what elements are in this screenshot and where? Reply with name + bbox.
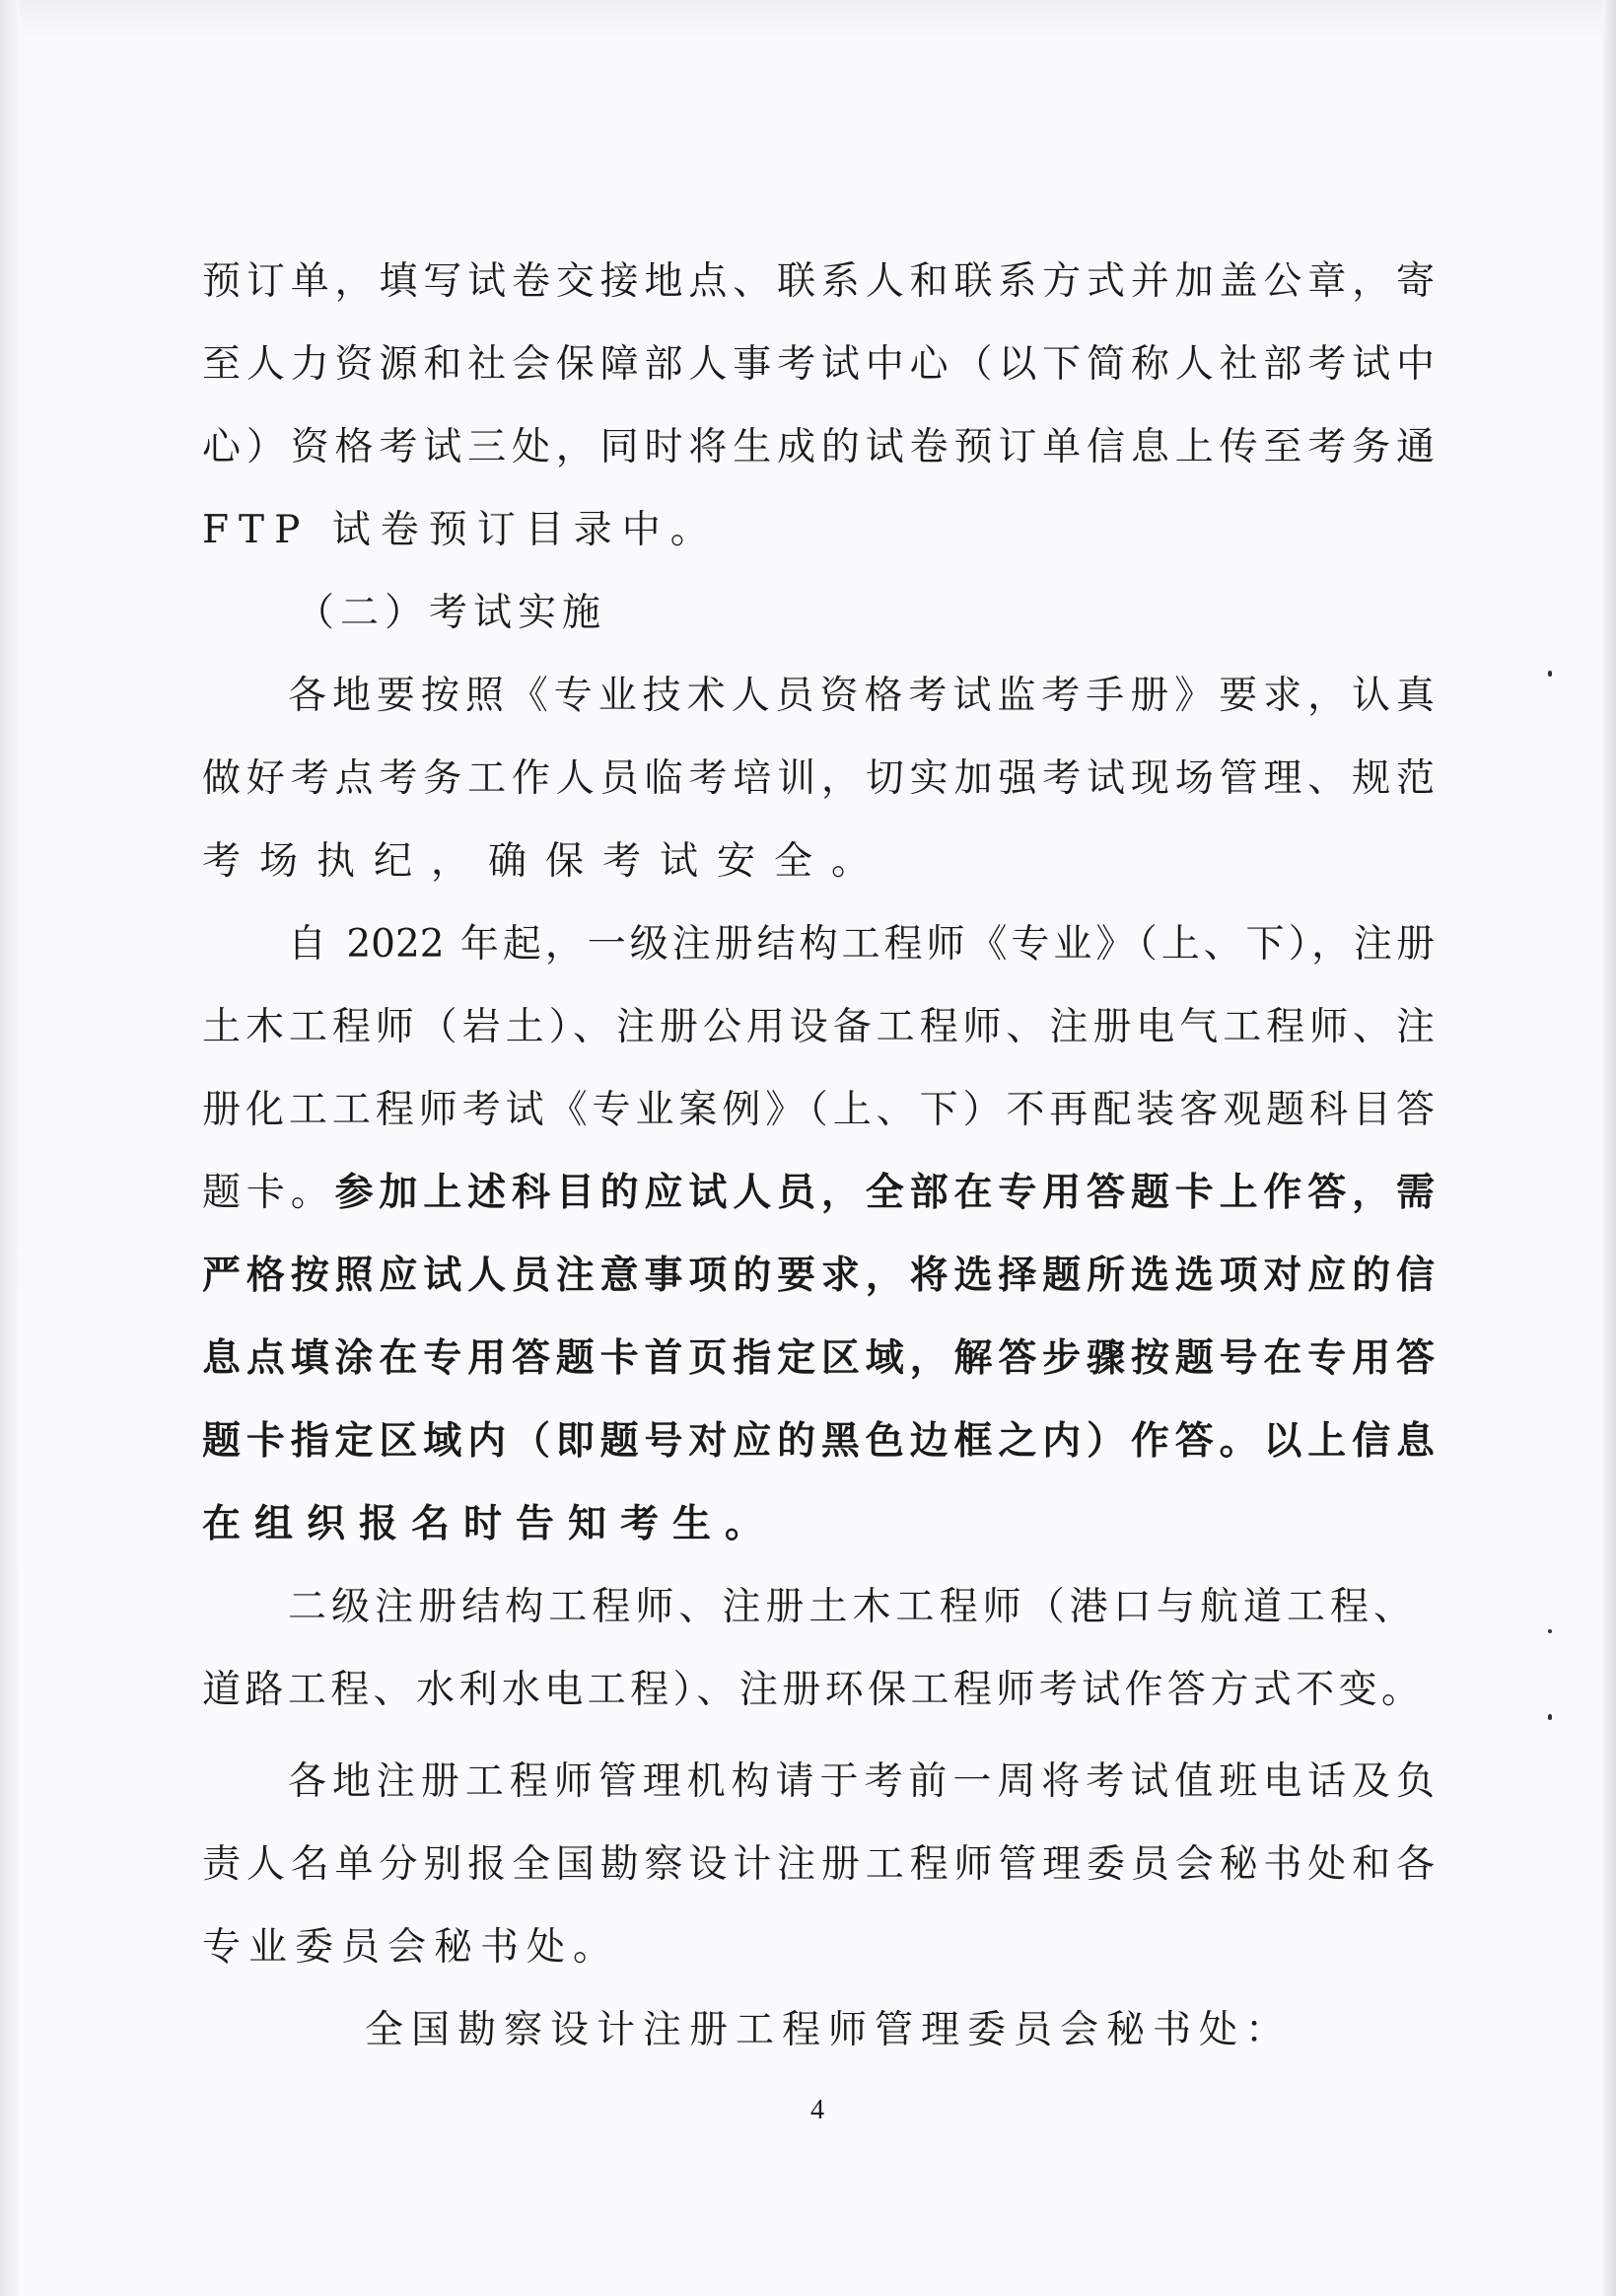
text-line: FTP 试卷预订目录中。 [202, 508, 719, 552]
text-line-mixed [202, 1170, 1435, 1217]
bold-text-line: 题卡指定区域内（即题号对应的黑色边框之内）作答。以上信息 [202, 1419, 1435, 1464]
text-line: 做好考点考务工作人员临考培训，切实加强考试现场管理、规范 [202, 756, 1435, 801]
text-line: 册化工工程师考试《专业案例》（上、下）不再配装客观题科目答 [202, 1088, 1435, 1132]
text-line: 专业委员会秘书处。 [202, 1925, 620, 1970]
bold-text-line: 息点填涂在专用答题卡首页指定区域，解答步骤按题号在专用答 [202, 1336, 1435, 1381]
section-heading: （二）考试实施 [296, 591, 607, 635]
text-line: 道路工程、水利水电工程）、注册环保工程师考试作答方式不变。 [202, 1668, 1420, 1712]
scan-speck [1548, 1629, 1552, 1633]
text-line: 各地注册工程师管理机构请于考前一周将考试值班电话及负 [288, 1759, 1435, 1804]
text-line: 各地要按照《专业技术人员资格考试监考手册》要求，认真 [288, 674, 1435, 718]
bold-text-line: 在组织报名时告知考生。 [202, 1502, 778, 1546]
text-line: 至人力资源和社会保障部人事考试中心（以下简称人社部考试中 [202, 342, 1435, 387]
text-line: 责人名单分别报全国勘察设计注册工程师管理委员会秘书处和各 [202, 1842, 1435, 1887]
text-bold-segment: 参加上述科目的应试人员，全部在专用答题卡上作答，需 [334, 1171, 1435, 1215]
text-normal-segment: 题卡。 [202, 1171, 335, 1215]
text-line: 心）资格考试三处，同时将生成的试卷预订单信息上传至考务通 [202, 425, 1435, 469]
signature-line: 全国勘察设计注册工程师管理委员会秘书处： [365, 2008, 1293, 2052]
bold-text-line: 严格按照应试人员注意事项的要求，将选择题所选选项对应的信 [202, 1254, 1435, 1298]
scan-speck [1548, 1714, 1552, 1720]
text-line: 土木工程师（岩土）、注册公用设备工程师、注册电气工程师、注 [202, 1005, 1435, 1049]
scan-speck [1548, 671, 1552, 677]
text-line: 考场执纪，确保考试安全。 [202, 839, 889, 884]
scan-edge-right [1602, 0, 1616, 2296]
text-line: 预订单，填写试卷交接地点、联系人和联系方式并加盖公章，寄 [202, 259, 1435, 304]
text-line: 二级注册结构工程师、注册土木工程师（港口与航道工程、 [288, 1585, 1412, 1629]
text-line: 自 2022 年起，一级注册结构工程师《专业》（上、下），注册 [288, 922, 1435, 967]
scan-edge-left [0, 0, 20, 2296]
page-number: 4 [810, 2095, 824, 2125]
